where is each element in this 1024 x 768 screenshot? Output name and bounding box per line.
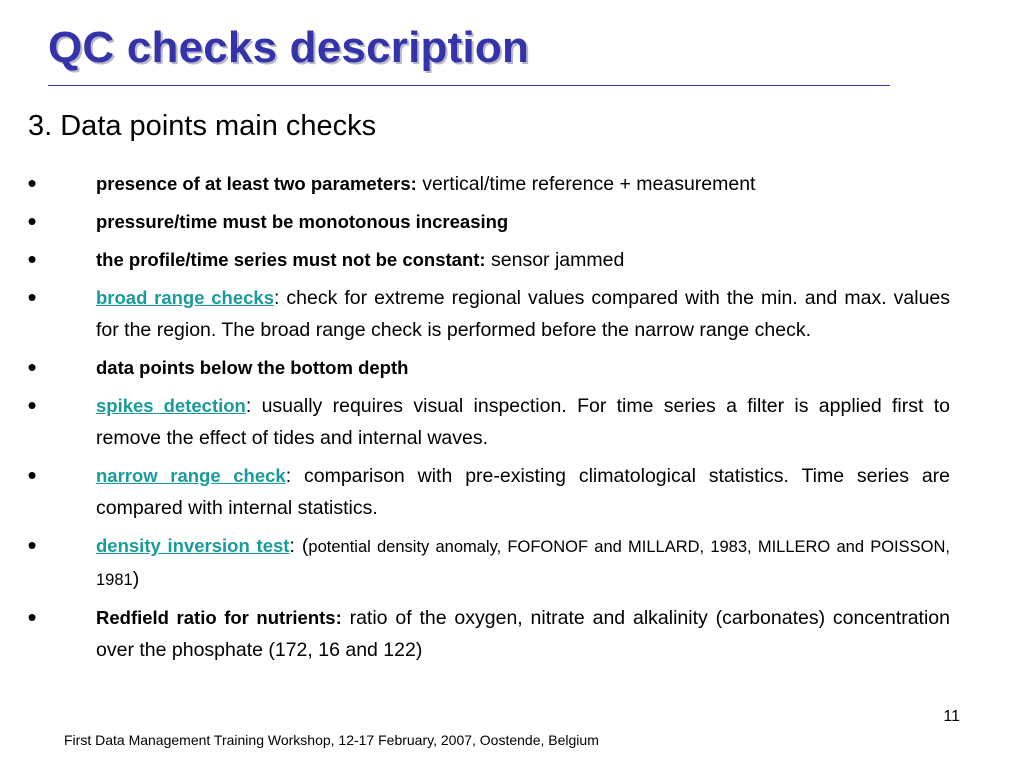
bullet-item-redfield [20, 602, 950, 666]
bullet-bold-text: presence of at least two parameters: [96, 173, 417, 194]
bullet-icon: • [27, 282, 37, 312]
bullet-item-monotonous [20, 206, 950, 238]
bullet-text-tail: ) [132, 568, 140, 590]
bullet-item-broad-range [20, 282, 950, 346]
density-inversion-test-link[interactable]: density inversion test [96, 535, 290, 556]
bullet-icon: • [27, 206, 37, 236]
bullet-bold-text: data points below the bottom depth [96, 357, 409, 378]
bullet-list [20, 168, 950, 672]
bullet-icon: • [27, 602, 37, 632]
bullet-bold-text: Redfield ratio for nutrients: [96, 607, 342, 628]
section-heading: 3. Data points main checks [28, 110, 377, 142]
bullet-item-bottom-depth [20, 352, 950, 384]
narrow-range-check-link[interactable]: narrow range check [96, 465, 286, 486]
bullet-text: vertical/time reference + measurement [416, 173, 756, 195]
bullet-text: : usually requires visual inspection. For time series a filter is applied first to remove the effect of tides and internal waves. [96, 395, 950, 449]
spikes-detection-link[interactable]: spikes detection [96, 395, 246, 416]
bullet-item-spikes [20, 390, 950, 454]
bullet-icon: • [27, 390, 37, 420]
bullet-icon: • [27, 460, 37, 490]
bullet-reference-text: potential density anomaly, FOFONOF and MILLARD, 1983, MILLERO and POISSON, 1981 [96, 538, 950, 589]
bullet-bold-text: the profile/time series must not be constant: [96, 249, 486, 270]
bullet-text: : check for extreme regional values compared with the min. and max. values for the region. The broad range check is performed before the narrow range check. [96, 287, 951, 341]
bullet-text: sensor jammed [485, 249, 625, 271]
broad-range-checks-link[interactable]: broad range checks [96, 287, 274, 308]
bullet-icon: • [27, 530, 37, 560]
page-number: 11 [943, 708, 960, 725]
bullet-icon: • [27, 352, 37, 382]
bullet-item-narrow-range [20, 460, 950, 524]
footer: First Data Management Training Workshop, 12-17 February, 2007, Oostende, Belgium [64, 732, 599, 748]
bullet-item-not-constant [20, 244, 950, 276]
bullet-text: : comparison with pre-existing climatological statistics. Time series are compared with internal statistics. [96, 465, 951, 519]
bullet-bold-text: pressure/time must be monotonous increasing [96, 211, 509, 232]
bullet-text: ratio of the oxygen, nitrate and alkalinity (carbonates) concentration over the phosphate (172, 16 and 122) [96, 607, 950, 661]
bullet-text: : ( [289, 535, 309, 557]
bullet-item-two-parameters [20, 168, 950, 200]
bullet-item-density-inversion [20, 530, 950, 596]
title-divider [48, 85, 890, 86]
bullet-icon: • [27, 244, 37, 274]
slide-title: QC checks description [48, 23, 530, 72]
bullet-icon: • [27, 168, 37, 198]
